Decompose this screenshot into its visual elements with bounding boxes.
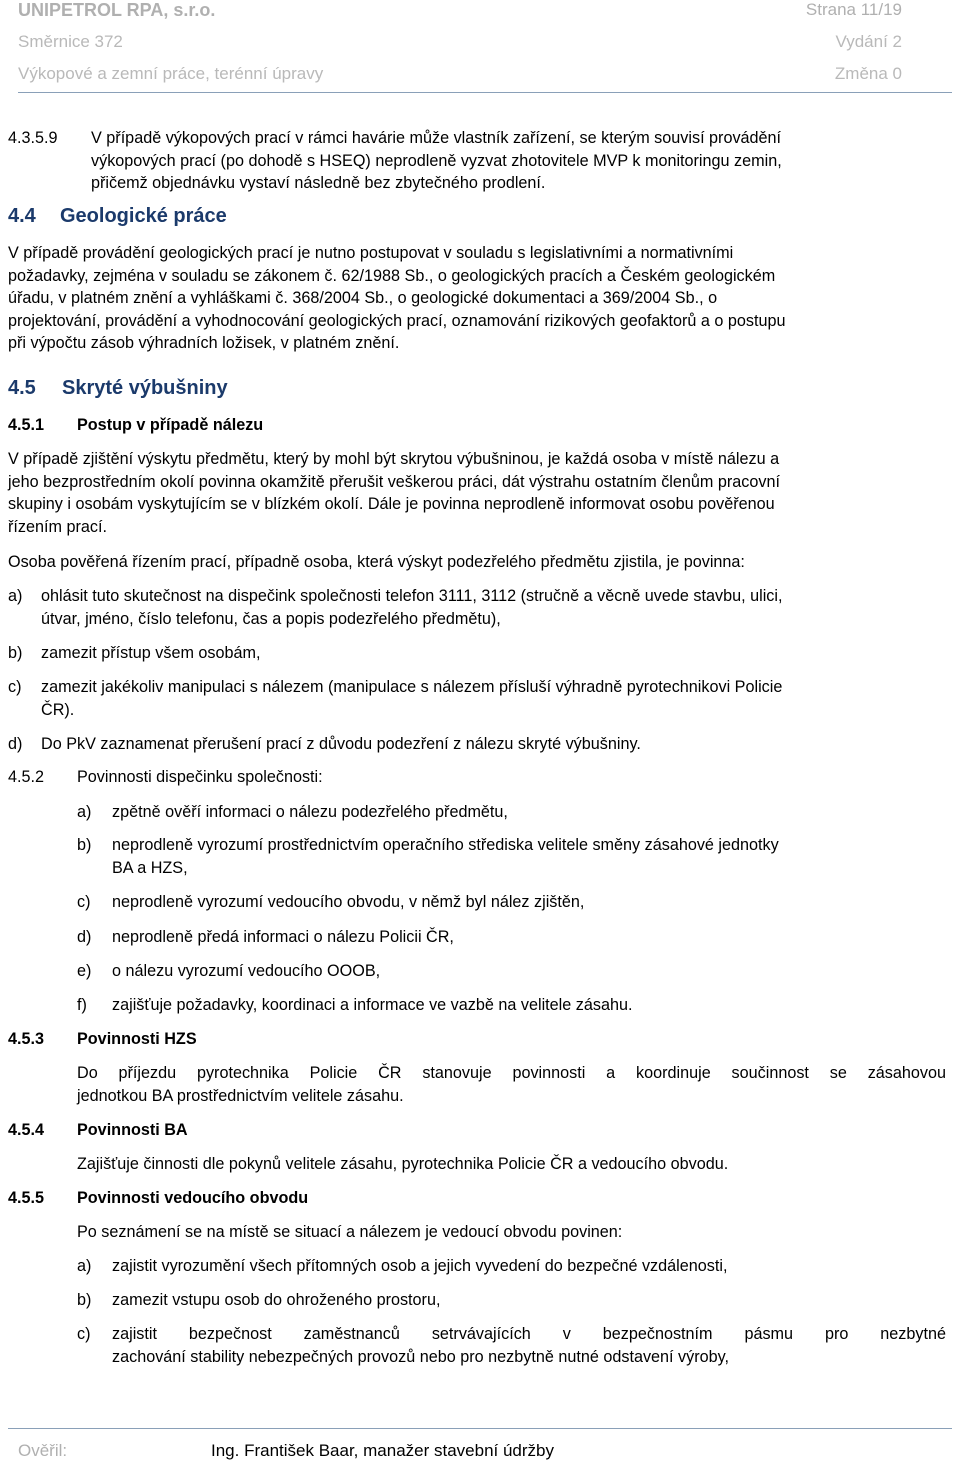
list-item: neprodleně předá informaci o nálezu Policii ČR, [112, 928, 454, 946]
list-label: c) [8, 678, 22, 696]
header-divider [18, 92, 952, 93]
list-item: zamezit přístup všem osobám, [41, 644, 261, 662]
footer-approver: Ing. František Baar, manažer stavební údržby [211, 1441, 555, 1460]
header-row-2 [18, 32, 902, 52]
section-454-text: Zajišťuje činnosti dle pokynů velitele zásahu, pyrotechnika Policie ČR a vedoucího obvodu. [77, 1155, 729, 1173]
footer-label: Ověřil: [18, 1441, 68, 1460]
section-455-title: Povinnosti vedoucího obvodu [77, 1189, 309, 1207]
section-44-text [8, 242, 953, 355]
text-line: jednotkou BA prostřednictvím velitele zásahu. [77, 1086, 404, 1105]
section-451-paragraph-1 [8, 448, 953, 538]
list-item: o nálezu vyrozumí vedoucího OOOB, [112, 962, 381, 980]
text-line: zachování stability nebezpečných provozů nebo pro nezbytně nutné odstavení výroby, [112, 1347, 730, 1366]
text-line: neprodleně vyrozumí prostřednictvím operačního střediska velitele směny zásahové jednotky [112, 836, 779, 854]
text-line: V případě provádění geologických prací je nutno postupovat v souladu s legislativními a normativními [8, 244, 734, 262]
list-label: d) [77, 928, 92, 946]
text-line: požadavky, zejména v souladu se zákonem č. 62/1988 Sb., o geologických pracích a Českém geologickém [8, 266, 776, 285]
list-item: zajišťuje požadavky, koordinaci a informace ve vazbě na velitele zásahu. [112, 996, 633, 1014]
list-label: b) [77, 1291, 92, 1309]
section-45-title: Skryté výbušniny [62, 377, 228, 399]
section-453-number: 4.5.3 [8, 1030, 45, 1048]
section-44-title: Geologické práce [60, 205, 227, 227]
list-item [112, 834, 946, 879]
section-455-intro: Po seznámení se na místě se situací a nálezem je vedoucí obvodu povinen: [77, 1223, 623, 1241]
list-label: a) [77, 1257, 92, 1275]
section-452-title: Povinnosti dispečinku společnosti: [77, 768, 323, 786]
list-label: d) [8, 735, 23, 753]
text-line: útvar, jméno, číslo telefonu, čas a popis podezřelého předmětu), [41, 609, 501, 628]
section-451-title: Postup v případě nálezu [77, 416, 264, 434]
section-453-title: Povinnosti HZS [77, 1030, 197, 1048]
list-label: a) [77, 803, 92, 821]
text-line: projektování, provádění a vyhodnocování geologických prací, oznamování rizikových geofaktorů a o postupu [8, 311, 786, 330]
list-label: c) [77, 1325, 91, 1343]
list-item: Do PkV zaznamenat přerušení prací z důvodu podezření z nálezu skryté výbušniny. [41, 735, 641, 753]
section-4359-text [91, 127, 951, 195]
change-number: Změna 0 [834, 64, 902, 83]
text-line: Do příjezdu pyrotechnika Policie ČR stanovuje povinnosti a koordinuje součinnost se zásahovou [77, 1064, 946, 1082]
list-item [112, 1323, 946, 1368]
list-label: f) [77, 996, 87, 1014]
text-line: ČR). [41, 700, 75, 719]
page-number: Strana 11/19 [805, 0, 902, 19]
list-label: b) [77, 836, 92, 854]
company-name: UNIPETROL RPA, s.r.o. [18, 0, 216, 20]
header-row-1 [18, 0, 902, 21]
section-454-number: 4.5.4 [8, 1121, 45, 1139]
list-item: zamezit vstupu osob do ohroženého prostoru, [112, 1291, 441, 1309]
section-45-number: 4.5 [8, 377, 36, 399]
text-line: jeho bezprostředním okolí povinna okamžitě přerušit veškerou práci, dát výstrahu ostatním členům pracovní [8, 472, 780, 491]
text-line: zamezit jakékoliv manipulaci s nálezem (manipulace s nálezem přísluší výhradně pyrotechnikovi Policie [41, 678, 783, 696]
list-label: c) [77, 893, 91, 911]
footer-divider [8, 1428, 952, 1429]
text-line: BA a HZS, [112, 858, 188, 877]
header-row-3 [18, 64, 902, 84]
text-line: výkopových prací (po dohodě s HSEQ) neprodleně vyzvat zhotovitele MVP k monitoringu zemin, [91, 151, 782, 170]
list-label: b) [8, 644, 23, 662]
text-line: zajistit bezpečnost zaměstnanců setrvávajících v bezpečnostním pásmu pro nezbytné [112, 1325, 946, 1343]
list-label: e) [77, 962, 92, 980]
list-item [41, 585, 953, 630]
list-item: zpětně ověří informaci o nálezu podezřelého předmětu, [112, 803, 508, 821]
text-line: V případě zjištění výskytu předmětu, který by mohl být skrytou výbušninou, je každá osoba v místě nálezu a [8, 450, 780, 468]
list-label: a) [8, 587, 23, 605]
section-451-number: 4.5.1 [8, 416, 45, 434]
text-line: přičemž objednávku vystaví následně bez zbytečného prodlení. [91, 174, 546, 192]
section-44-number: 4.4 [8, 205, 36, 227]
edition: Vydání 2 [835, 32, 902, 51]
text-line: při výpočtu zásob výhradních ložisek, v platném znění. [8, 334, 400, 352]
section-453-text [77, 1062, 946, 1107]
text-line: skupiny i osobám vyskytujícím se v blízkém okolí. Dále je povinna neprodleně informovat osobu pověřenou [8, 495, 775, 513]
list-item: neprodleně vyrozumí vedoucího obvodu, v němž byl nález zjištěn, [112, 893, 585, 911]
list-item [41, 676, 953, 721]
section-455-number: 4.5.5 [8, 1189, 45, 1207]
section-452-number: 4.5.2 [8, 768, 45, 786]
section-454-title: Povinnosti BA [77, 1121, 188, 1139]
text-line: úřadu, v platném znění a vyhláškami č. 368/2004 Sb., o geologické dokumentaci a 369/2004 Sb., o [8, 289, 718, 307]
text-line: ohlásit tuto skutečnost na dispečink společnosti telefon 3111, 3112 (stručně a věcně uvede stavbu, ulici, [41, 587, 783, 605]
section-451-paragraph-2: Osoba pověřená řízením prací, případně osoba, která výskyt podezřelého předmětu zjistila, je povinna: [8, 553, 745, 571]
directive-number: Směrnice 372 [18, 32, 123, 51]
text-line: řízením prací. [8, 517, 107, 536]
text-line: V případě výkopových prací v rámci havárie může vlastník zařízení, se kterým souvisí provádění [91, 129, 782, 147]
document-subject: Výkopové a zemní práce, terénní úpravy [18, 64, 324, 83]
list-item: zajistit vyrozumění všech přítomných osob a jejich vyvedení do bezpečné vzdálenosti, [112, 1257, 728, 1275]
section-4359-number: 4.3.5.9 [8, 129, 58, 147]
